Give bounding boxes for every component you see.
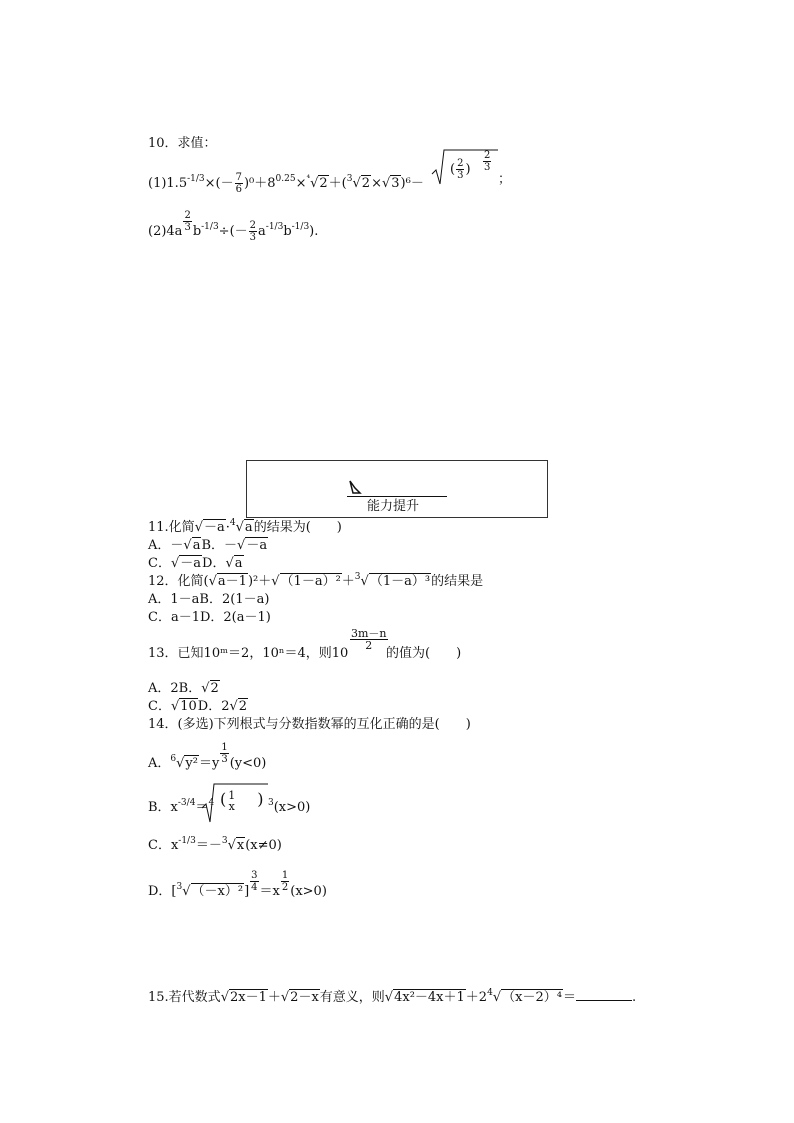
q13-stem: 13．已知10ᵐ＝2，10ⁿ＝4，则10 xyxy=(148,646,349,661)
q13-exponent: $\frac{3m-n}{2}$ xyxy=(351,627,387,652)
q10-part1: $(1)1.5^{-1/3}\times(-$ $\frac{7}{6}$ )$^0+8^{0.25}\times^{^4}√2+(^3√2\times√3)^6-$ xyxy=(148,172,424,195)
q10-part1-radicand: ( $\frac{2}{3}$ ) xyxy=(450,158,471,181)
q12-stem: 12．化简(√a－1)²＋√（1－a）²＋$^3$√（1－a）³的结果是 xyxy=(148,572,484,589)
q14-option-b: B．$x^{-3/4}=^4$ xyxy=(148,798,215,815)
section-underline xyxy=(347,496,447,497)
q14-option-d: D．[$^3$√（－x）²] $\frac{3}{4}$ ＝x $\frac{1}{2}$ (x>0) xyxy=(148,870,327,899)
q14-option-b-radicand: ( 1 x ) xyxy=(220,789,264,813)
q14-option-c: C．$x^{-1/3}=-^3√x(x\ne 0)$ xyxy=(148,836,282,853)
pencil-icon xyxy=(347,479,363,497)
q13-post: 的值为( ) xyxy=(386,646,462,661)
section-label: 能力提升 xyxy=(367,499,420,514)
q11-options-cd: C．√－aD．√a xyxy=(148,556,243,571)
section-header-box xyxy=(246,460,548,518)
q14-option-b-tail: $^3$(x>0) xyxy=(268,798,311,815)
q13-options-cd: C．√10D．2√2 xyxy=(148,699,248,714)
answer-blank[interactable] xyxy=(576,988,632,1001)
q10-title: 10．求值： xyxy=(148,136,217,151)
q12-options-ab: A．1－aB．2(1－a) xyxy=(148,592,270,607)
q11-options-ab: A．－√aB．－√－a xyxy=(148,538,268,553)
q10-part1-exponent: $\frac{2}{3}$ xyxy=(484,150,491,173)
q14-option-a: A．$^6$√y²＝y $\frac{1}{3}$ (y<0) xyxy=(148,742,267,771)
q13-options-ab: A．2B．√2 xyxy=(148,681,219,696)
q14-stem: 14．(多选)下列根式与分数指数幂的互化正确的是( ) xyxy=(148,717,471,732)
q15-stem: 15.若代数式√2x－1＋√2－x有意义，则$√4x^2-4x+1+2^4√(x-2)^4=$ . xyxy=(148,988,637,1005)
q12-options-cd: C．a－1D．2(a－1) xyxy=(148,610,271,625)
q10-part2: (2)4a $\frac{2}{3}$ $b^{-1/3}\div(-$ $\frac{2}{3}$ $a^{-1/3}b^{-1/3}$). xyxy=(148,210,319,243)
q10-part1-end: ； xyxy=(498,172,512,187)
q11-stem: 11.化简√－a·$^4$√a的结果为( ) xyxy=(148,518,342,535)
